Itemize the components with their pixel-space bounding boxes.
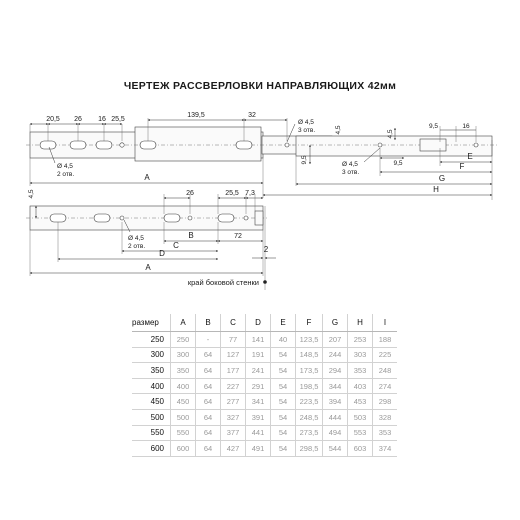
table-cell: 441 bbox=[246, 425, 271, 441]
header-c: C bbox=[221, 314, 246, 332]
table-cell: - bbox=[196, 332, 221, 348]
table-cell: 207 bbox=[323, 332, 348, 348]
table-row bbox=[132, 347, 397, 363]
table-cell: 603 bbox=[348, 441, 373, 457]
size-table-body bbox=[132, 332, 397, 457]
table-cell: 291 bbox=[246, 378, 271, 394]
right-hole-count: 3 отв. bbox=[342, 169, 360, 176]
table-row bbox=[132, 441, 397, 457]
bottom-hole-diameter: Ø 4,5 bbox=[128, 235, 144, 242]
table-cell: 244 bbox=[323, 347, 348, 363]
table-cell: 64 bbox=[196, 347, 221, 363]
table-cell: 427 bbox=[221, 441, 246, 457]
table-cell: 54 bbox=[271, 363, 296, 379]
table-cell: 250 bbox=[171, 332, 196, 348]
table-cell: 273,5 bbox=[296, 425, 323, 441]
table-cell: 173,5 bbox=[296, 363, 323, 379]
table-cell: 444 bbox=[323, 409, 348, 425]
dim-72: 72 bbox=[234, 233, 242, 240]
table-cell: 54 bbox=[271, 347, 296, 363]
table-cell: 191 bbox=[246, 347, 271, 363]
table-cell: 64 bbox=[196, 378, 221, 394]
page-title: ЧЕРТЕЖ РАССВЕРЛОВКИ НАПРАВЛЯЮЩИХ 42мм bbox=[123, 80, 397, 92]
bottom-hole-count: 2 отв. bbox=[128, 243, 146, 250]
dim-26: 26 bbox=[74, 116, 82, 123]
header-size: размер bbox=[132, 314, 171, 332]
bottom-slot-3 bbox=[164, 214, 180, 222]
table-cell: 54 bbox=[271, 425, 296, 441]
top-hole-left-count: 2 отв. bbox=[57, 171, 75, 178]
right-hole-diameter: Ø 4,5 bbox=[342, 161, 358, 168]
table-cell: 328 bbox=[373, 409, 398, 425]
table-cell: 64 bbox=[196, 394, 221, 410]
table-cell: 377 bbox=[221, 425, 246, 441]
table-cell: 374 bbox=[373, 441, 398, 457]
table-cell: 248 bbox=[373, 363, 398, 379]
table-cell-size: 550 bbox=[132, 425, 171, 441]
table-cell-size: 250 bbox=[132, 332, 171, 348]
dim-4-5-bottom: 4,5 bbox=[28, 189, 35, 199]
bottom-hole-1 bbox=[120, 216, 124, 220]
top-hole-2 bbox=[285, 143, 289, 147]
table-cell: 148,5 bbox=[296, 347, 323, 363]
table-cell: 298,5 bbox=[296, 441, 323, 457]
table-cell: 391 bbox=[246, 409, 271, 425]
table-cell: 303 bbox=[348, 347, 373, 363]
table-cell: 553 bbox=[348, 425, 373, 441]
top-hole-mid-diameter: Ø 4,5 bbox=[298, 119, 314, 126]
table-cell: 127 bbox=[221, 347, 246, 363]
table-cell: 353 bbox=[373, 425, 398, 441]
table-row bbox=[132, 378, 397, 394]
table-cell: 253 bbox=[348, 332, 373, 348]
table-cell: 123,5 bbox=[296, 332, 323, 348]
letter-f: F bbox=[459, 162, 465, 171]
table-cell: 77 bbox=[221, 332, 246, 348]
letter-b: B bbox=[188, 231, 194, 240]
table-cell: 400 bbox=[171, 378, 196, 394]
top-slot-2 bbox=[70, 141, 86, 149]
table-cell: 550 bbox=[171, 425, 196, 441]
size-table bbox=[132, 314, 397, 457]
table-cell: 40 bbox=[271, 332, 296, 348]
letter-a-top: A bbox=[144, 173, 150, 182]
letter-h: H bbox=[433, 185, 439, 194]
table-cell-size: 400 bbox=[132, 378, 171, 394]
edge-marker bbox=[263, 280, 267, 284]
table-cell: 327 bbox=[221, 409, 246, 425]
table-cell: 64 bbox=[196, 425, 221, 441]
table-cell: 277 bbox=[221, 394, 246, 410]
table-cell: 198,5 bbox=[296, 378, 323, 394]
table-cell: 544 bbox=[323, 441, 348, 457]
table-cell: 241 bbox=[246, 363, 271, 379]
table-cell: 54 bbox=[271, 409, 296, 425]
table-cell: 503 bbox=[348, 409, 373, 425]
dim-4-5-right: 4,5 bbox=[387, 129, 394, 139]
header-g: G bbox=[323, 314, 348, 332]
bottom-rail bbox=[26, 206, 268, 230]
table-cell: 54 bbox=[271, 378, 296, 394]
table-cell: 227 bbox=[221, 378, 246, 394]
table-cell: 177 bbox=[221, 363, 246, 379]
letter-a-bottom: A bbox=[145, 263, 151, 272]
dim-139-5: 139,5 bbox=[187, 112, 205, 119]
header-i: I bbox=[373, 314, 398, 332]
table-row bbox=[132, 363, 397, 379]
table-cell: 64 bbox=[196, 409, 221, 425]
size-table-header bbox=[132, 314, 397, 332]
header-h: H bbox=[348, 314, 373, 332]
table-cell: 600 bbox=[171, 441, 196, 457]
dim-25-5: 25,5 bbox=[111, 116, 125, 123]
table-cell: 188 bbox=[373, 332, 398, 348]
top-slot-4 bbox=[140, 141, 156, 149]
letter-d: D bbox=[159, 249, 165, 258]
bottom-slot-4 bbox=[218, 214, 234, 222]
top-slot-3 bbox=[96, 141, 112, 149]
table-cell: 141 bbox=[246, 332, 271, 348]
table-cell: 248,5 bbox=[296, 409, 323, 425]
dim-25-5-bottom: 25,5 bbox=[225, 190, 239, 197]
bottom-slot-2 bbox=[94, 214, 110, 222]
table-cell: 341 bbox=[246, 394, 271, 410]
letter-c: C bbox=[173, 241, 179, 250]
dim-9-5-right-a: 9,5 bbox=[428, 123, 438, 130]
dim-26-bottom: 26 bbox=[186, 190, 194, 197]
table-cell: 494 bbox=[323, 425, 348, 441]
header-f: F bbox=[296, 314, 323, 332]
top-hole-1 bbox=[120, 143, 124, 147]
header-d: D bbox=[246, 314, 271, 332]
table-cell-size: 500 bbox=[132, 409, 171, 425]
dim-16-right: 16 bbox=[462, 123, 470, 130]
top-hole-left-diameter: Ø 4,5 bbox=[57, 163, 73, 170]
table-cell-size: 450 bbox=[132, 394, 171, 410]
dim-20-5: 20,5 bbox=[46, 116, 60, 123]
table-cell: 54 bbox=[271, 394, 296, 410]
dim-4-5-top: 4,5 bbox=[335, 125, 342, 135]
table-cell: 350 bbox=[171, 363, 196, 379]
bottom-stop bbox=[255, 211, 263, 225]
dim-9-5-vertical: 9,5 bbox=[301, 155, 308, 165]
top-slot-5 bbox=[236, 141, 252, 149]
table-cell: 453 bbox=[348, 394, 373, 410]
header-a: A bbox=[171, 314, 196, 332]
table-cell: 300 bbox=[171, 347, 196, 363]
right-hole-1 bbox=[378, 143, 382, 147]
dim-32: 32 bbox=[248, 112, 256, 119]
table-cell: 223,5 bbox=[296, 394, 323, 410]
bottom-hole-3 bbox=[244, 216, 248, 220]
table-cell: 274 bbox=[373, 378, 398, 394]
table-cell-size: 350 bbox=[132, 363, 171, 379]
top-slot-1 bbox=[40, 141, 56, 149]
header-b: B bbox=[196, 314, 221, 332]
bottom-slot-1 bbox=[50, 214, 66, 222]
header-e: E bbox=[271, 314, 296, 332]
table-cell: 64 bbox=[196, 363, 221, 379]
table-cell: 450 bbox=[171, 394, 196, 410]
edge-note: край боковой стенки bbox=[187, 278, 259, 287]
table-cell-size: 300 bbox=[132, 347, 171, 363]
table-row bbox=[132, 332, 397, 348]
dim-16: 16 bbox=[98, 116, 106, 123]
table-row bbox=[132, 409, 397, 425]
right-bracket bbox=[420, 139, 446, 151]
letter-g: G bbox=[438, 174, 446, 183]
table-cell: 344 bbox=[323, 378, 348, 394]
right-rail bbox=[296, 136, 492, 156]
table-cell: 298 bbox=[373, 394, 398, 410]
dim-7-3-bottom: 7,3 bbox=[245, 190, 255, 197]
table-cell: 54 bbox=[271, 441, 296, 457]
table-cell: 403 bbox=[348, 378, 373, 394]
table-cell-size: 600 bbox=[132, 441, 171, 457]
table-row bbox=[132, 394, 397, 410]
bottom-hole-2 bbox=[188, 216, 192, 220]
dim-9-5-right-b: 9,5 bbox=[393, 160, 403, 167]
table-cell: 353 bbox=[348, 363, 373, 379]
letter-e: E bbox=[467, 152, 473, 161]
bottom-dimensions bbox=[28, 189, 276, 290]
top-hole-mid-count: 3 отв. bbox=[298, 127, 316, 134]
table-cell: 294 bbox=[323, 363, 348, 379]
table-cell: 394 bbox=[323, 394, 348, 410]
table-cell: 64 bbox=[196, 441, 221, 457]
table-cell: 225 bbox=[373, 347, 398, 363]
right-hole-3 bbox=[474, 143, 478, 147]
table-row bbox=[132, 425, 397, 441]
dim-2: 2 bbox=[263, 245, 269, 254]
table-cell: 491 bbox=[246, 441, 271, 457]
table-cell: 500 bbox=[171, 409, 196, 425]
right-detail bbox=[263, 123, 498, 200]
